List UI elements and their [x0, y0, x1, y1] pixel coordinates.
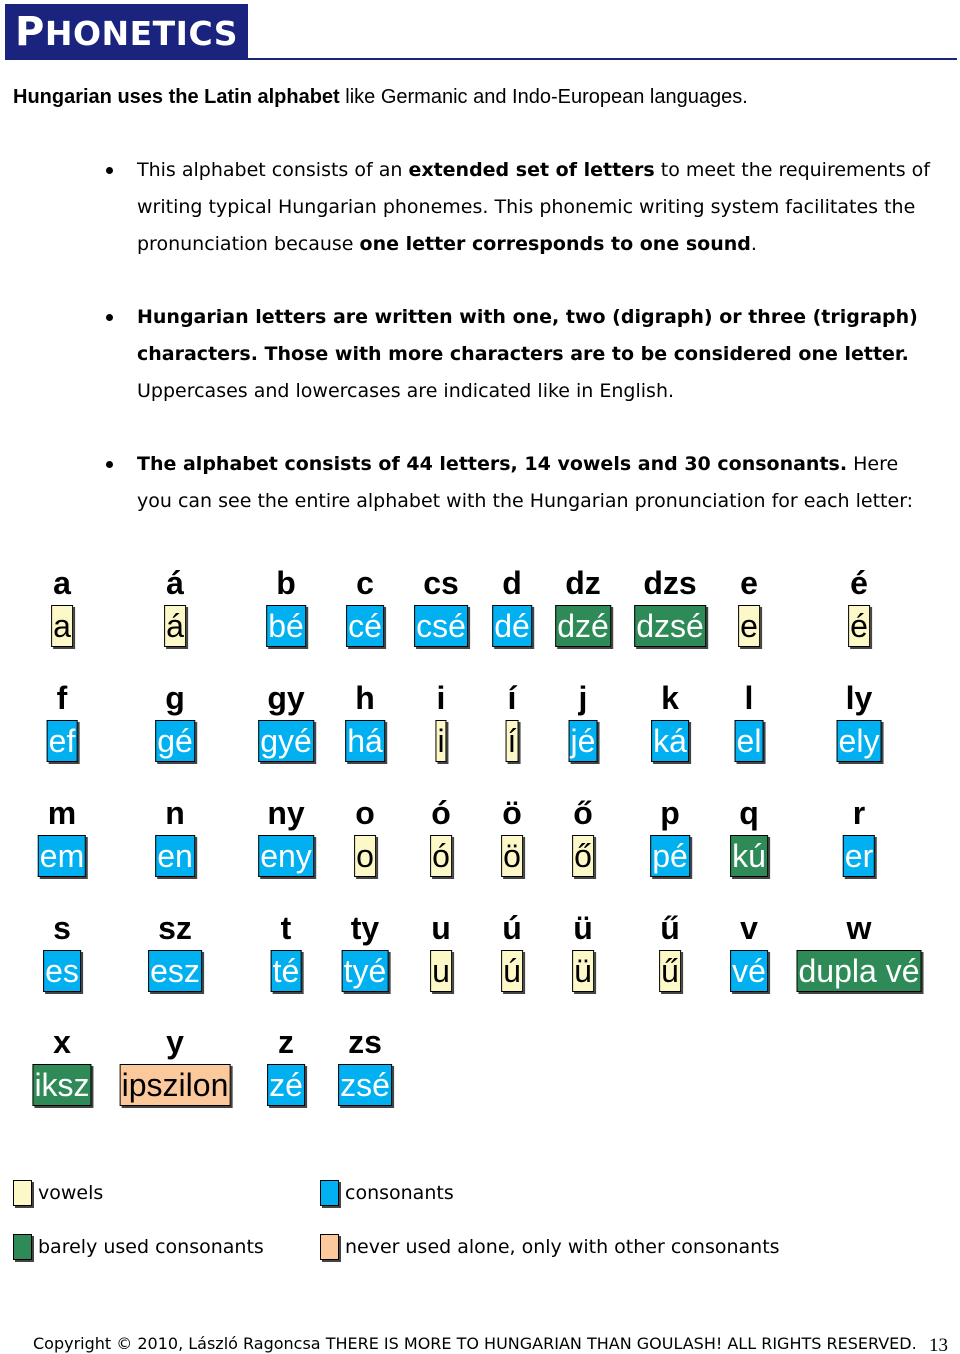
alphabet-letter: zs — [348, 1024, 382, 1060]
pronunciation-consonant: bé — [266, 605, 306, 647]
pronunciation-consonant: ká — [651, 720, 689, 762]
alphabet-letter: g — [165, 680, 185, 716]
title-underline — [5, 58, 957, 60]
alphabet-letter: c — [356, 565, 374, 601]
bullet-text-segment: Hungarian letters are written with one, two (digraph) or three (trigraph) characters. Those with more characters are to be considered one letter. — [137, 306, 918, 365]
pronunciation-never: ipszilon — [120, 1064, 231, 1106]
pronunciation-consonant: gé — [155, 720, 195, 762]
alphabet-letter: f — [56, 680, 68, 716]
legend-swatch — [320, 1234, 339, 1260]
alphabet-letter: t — [280, 910, 292, 946]
alphabet-letter: j — [578, 680, 588, 716]
bullet-text-segment: one letter corresponds to one sound — [359, 233, 751, 255]
bullet-text-segment: Here you can see the entire alphabet with the Hungarian pronunciation for each letter: — [137, 453, 914, 512]
alphabet-letter: ny — [267, 795, 305, 831]
alphabet-letter: w — [846, 910, 872, 946]
alphabet-letter: ü — [573, 910, 593, 946]
pronunciation-vowel: í — [506, 720, 519, 762]
alphabet-letter: n — [165, 795, 185, 831]
alphabet-letter: dz — [565, 565, 601, 601]
page-title — [5, 4, 248, 60]
pronunciation-consonant: er — [843, 835, 875, 877]
bullet-text-segment: The alphabet consists of 44 letters, 14 vowels and 30 consonants. — [137, 453, 848, 475]
alphabet-letter: v — [740, 910, 758, 946]
alphabet-letter: á — [166, 565, 184, 601]
alphabet-letter: k — [661, 680, 679, 716]
alphabet-letter: ty — [350, 910, 380, 946]
intro-bold: Hungarian uses the Latin alphabet — [13, 86, 340, 108]
page-title-rest: HONETICS — [44, 14, 239, 53]
pronunciation-consonant: esz — [148, 950, 202, 992]
alphabet-letter: b — [276, 565, 296, 601]
legend-swatch — [13, 1180, 32, 1206]
legend-label: vowels — [38, 1182, 104, 1204]
pronunciation-vowel: ú — [501, 950, 523, 992]
legend-label: barely used consonants — [38, 1236, 264, 1258]
pronunciation-vowel: ü — [572, 950, 594, 992]
pronunciation-rare: iksz — [32, 1064, 91, 1106]
bullet-text-segment: This alphabet consists of an — [137, 159, 409, 181]
alphabet-letter: cs — [423, 565, 459, 601]
alphabet-letter: m — [47, 795, 77, 831]
bullet-item-extended-letters — [137, 152, 937, 263]
alphabet-letter: u — [431, 910, 451, 946]
pronunciation-rare: dzsé — [634, 605, 706, 647]
pronunciation-consonant: zsé — [338, 1064, 392, 1106]
page-number: 13 — [929, 1335, 948, 1354]
alphabet-letter: l — [744, 680, 754, 716]
alphabet-letter: sz — [158, 910, 192, 946]
pronunciation-consonant: el — [735, 720, 764, 762]
bullet-text-segment: extended set of letters — [408, 159, 655, 181]
bullet-text-segment: . — [750, 233, 757, 255]
pronunciation-consonant: cé — [346, 605, 384, 647]
pronunciation-consonant: csé — [414, 605, 468, 647]
pronunciation-vowel: a — [51, 605, 73, 647]
bullet-item-digraphs — [137, 299, 937, 410]
pronunciation-consonant: zé — [267, 1064, 305, 1106]
page-title-initial: P — [15, 9, 45, 55]
pronunciation-consonant: es — [43, 950, 81, 992]
pronunciation-consonant: jé — [569, 720, 598, 762]
pronunciation-consonant: tyé — [342, 950, 389, 992]
pronunciation-consonant: há — [345, 720, 385, 762]
alphabet-letter: a — [53, 565, 71, 601]
pronunciation-vowel: ó — [430, 835, 452, 877]
alphabet-letter: r — [852, 795, 866, 831]
pronunciation-vowel: ű — [659, 950, 681, 992]
pronunciation-vowel: u — [430, 950, 452, 992]
legend-label: never used alone, only with other consonants — [345, 1236, 780, 1258]
alphabet-letter: q — [739, 795, 759, 831]
alphabet-letter: p — [660, 795, 680, 831]
pronunciation-consonant: eny — [258, 835, 314, 877]
pronunciation-consonant: pé — [650, 835, 690, 877]
pronunciation-vowel: e — [738, 605, 760, 647]
alphabet-letter: gy — [267, 680, 305, 716]
pronunciation-consonant: vé — [730, 950, 768, 992]
pronunciation-vowel: i — [435, 720, 446, 762]
alphabet-letter: z — [278, 1024, 294, 1060]
bullet-item-letter-count — [137, 446, 937, 520]
alphabet-letter: x — [53, 1024, 71, 1060]
pronunciation-consonant: ely — [837, 720, 882, 762]
alphabet-letter: h — [355, 680, 375, 716]
legend-label: consonants — [345, 1182, 454, 1204]
legend-swatch — [320, 1180, 339, 1206]
footer-copyright: Copyright © 2010, László Ragoncsa THERE IS MORE TO HUNGARIAN THAN GOULASH! ALL RIGHTS RESERVED. — [33, 1334, 917, 1353]
bullet-text-segment: Uppercases and lowercases are indicated like in English. — [137, 380, 675, 402]
alphabet-letter: ó — [431, 795, 451, 831]
pronunciation-vowel: á — [164, 605, 186, 647]
intro-rest: like Germanic and Indo-European languages. — [339, 86, 748, 108]
bullet-text-segment: to meet the requirements of writing typical Hungarian phonemes. This phonemic writing system facilitates the pronunciation because — [137, 159, 930, 255]
pronunciation-vowel: é — [848, 605, 870, 647]
alphabet-letter: o — [355, 795, 375, 831]
pronunciation-vowel: o — [354, 835, 376, 877]
alphabet-letter: ő — [573, 795, 593, 831]
pronunciation-rare: kú — [730, 835, 768, 877]
alphabet-letter: dzs — [643, 565, 697, 601]
pronunciation-rare: dzé — [555, 605, 611, 647]
pronunciation-consonant: dé — [492, 605, 532, 647]
alphabet-letter: e — [740, 565, 758, 601]
pronunciation-consonant: té — [271, 950, 302, 992]
intro-paragraph — [13, 84, 748, 110]
alphabet-letter: é — [850, 565, 868, 601]
pronunciation-consonant: ef — [47, 720, 78, 762]
alphabet-letter: í — [507, 680, 517, 716]
alphabet-letter: s — [53, 910, 71, 946]
alphabet-letter: y — [166, 1024, 184, 1060]
pronunciation-consonant: em — [38, 835, 86, 877]
alphabet-letter: ö — [502, 795, 522, 831]
legend-swatch — [13, 1234, 32, 1260]
pronunciation-vowel: ő — [572, 835, 594, 877]
pronunciation-consonant: gyé — [258, 720, 314, 762]
alphabet-letter: d — [502, 565, 522, 601]
alphabet-letter: i — [436, 680, 446, 716]
pronunciation-consonant: en — [155, 835, 195, 877]
pronunciation-rare: dupla vé — [797, 950, 922, 992]
alphabet-letter: ú — [502, 910, 522, 946]
alphabet-letter: ly — [845, 680, 873, 716]
pronunciation-vowel: ö — [501, 835, 523, 877]
alphabet-letter: ű — [660, 910, 680, 946]
